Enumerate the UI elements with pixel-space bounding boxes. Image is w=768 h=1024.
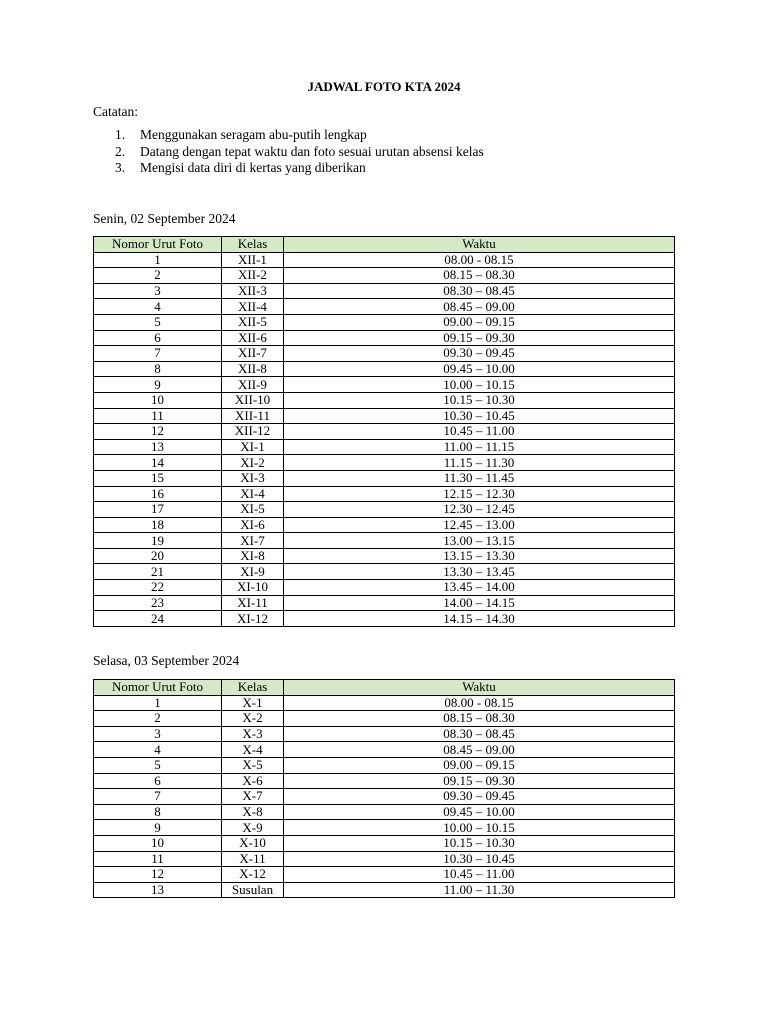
table-row [94,711,675,727]
cell-nomor: 9 [94,820,222,836]
cell-kelas: XI-1 [222,439,284,455]
cell-nomor: 12 [94,424,222,440]
table-row [94,268,675,284]
cell-nomor: 16 [94,486,222,502]
cell-nomor: 12 [94,867,222,883]
cell-nomor: 10 [94,392,222,408]
note-item [115,144,484,161]
cell-nomor: 14 [94,455,222,471]
schedule-table-selasa [93,679,675,898]
day-label-selasa: Selasa, 03 September 2024 [93,653,240,668]
note-item [115,160,484,177]
table-row [94,408,675,424]
table-row [94,820,675,836]
note-text: Mengisi data diri di kertas yang diberikan [140,160,366,175]
cell-nomor: 20 [94,548,222,564]
table-row [94,695,675,711]
cell-nomor: 18 [94,517,222,533]
cell-waktu: 11.00 – 11.30 [284,882,675,898]
table-row [94,439,675,455]
cell-kelas: XII-7 [222,346,284,362]
cell-nomor: 4 [94,742,222,758]
note-number: 2. [115,143,126,159]
cell-kelas: XI-10 [222,580,284,596]
cell-nomor: 6 [94,330,222,346]
cell-kelas: XI-2 [222,455,284,471]
cell-nomor: 8 [94,361,222,377]
cell-kelas: XII-8 [222,361,284,377]
table-row [94,757,675,773]
cell-waktu: 13.45 – 14.00 [284,580,675,596]
cell-nomor: 3 [94,283,222,299]
table-row [94,392,675,408]
table-header-row [94,680,675,696]
cell-waktu: 09.15 – 09.30 [284,330,675,346]
cell-nomor: 15 [94,470,222,486]
cell-kelas: XI-3 [222,470,284,486]
note-item [115,127,484,144]
table-row [94,611,675,627]
cell-waktu: 09.45 – 10.00 [284,361,675,377]
cell-kelas: XII-4 [222,299,284,315]
cell-waktu: 10.00 – 10.15 [284,820,675,836]
cell-waktu: 09.15 – 09.30 [284,773,675,789]
cell-waktu: 10.00 – 10.15 [284,377,675,393]
cell-waktu: 08.15 – 08.30 [284,711,675,727]
day-label-senin: Senin, 02 September 2024 [93,211,236,226]
table-row [94,424,675,440]
cell-nomor: 11 [94,408,222,424]
cell-nomor: 13 [94,882,222,898]
page-title: JADWAL FOTO KTA 2024 [307,79,461,94]
cell-waktu: 08.45 – 09.00 [284,742,675,758]
table-row [94,470,675,486]
cell-waktu: 13.00 – 13.15 [284,533,675,549]
table-row [94,742,675,758]
cell-waktu: 12.30 – 12.45 [284,502,675,518]
table-header-row [94,237,675,253]
cell-nomor: 23 [94,595,222,611]
cell-kelas: XI-6 [222,517,284,533]
column-header-waktu: Waktu [284,680,675,696]
cell-nomor: 5 [94,757,222,773]
table-row [94,314,675,330]
cell-waktu: 10.45 – 11.00 [284,867,675,883]
cell-waktu: 10.30 – 10.45 [284,408,675,424]
cell-waktu: 09.30 – 09.45 [284,789,675,805]
table-row [94,377,675,393]
cell-nomor: 8 [94,804,222,820]
cell-waktu: 08.00 - 08.15 [284,695,675,711]
table-row [94,299,675,315]
table-row [94,283,675,299]
cell-kelas: XII-10 [222,392,284,408]
cell-waktu: 10.45 – 11.00 [284,424,675,440]
cell-nomor: 17 [94,502,222,518]
cell-nomor: 7 [94,789,222,805]
column-header-kelas: Kelas [222,237,284,253]
cell-kelas: XII-12 [222,424,284,440]
column-header-kelas: Kelas [222,680,284,696]
column-header-nomor: Nomor Urut Foto [94,237,222,253]
cell-kelas: X-6 [222,773,284,789]
table-row [94,804,675,820]
cell-nomor: 2 [94,268,222,284]
table-row [94,346,675,362]
cell-kelas: XII-3 [222,283,284,299]
cell-waktu: 10.15 – 10.30 [284,392,675,408]
table-row [94,533,675,549]
table-row [94,252,675,268]
cell-kelas: XI-11 [222,595,284,611]
cell-waktu: 12.45 – 13.00 [284,517,675,533]
cell-nomor: 13 [94,439,222,455]
cell-waktu: 11.00 – 11.15 [284,439,675,455]
cell-waktu: 08.30 – 08.45 [284,283,675,299]
table-row [94,486,675,502]
cell-kelas: Susulan [222,882,284,898]
notes-list [115,127,484,177]
cell-waktu: 08.30 – 08.45 [284,726,675,742]
cell-kelas: XII-1 [222,252,284,268]
cell-kelas: XI-5 [222,502,284,518]
cell-nomor: 1 [94,252,222,268]
cell-kelas: XI-9 [222,564,284,580]
cell-kelas: X-12 [222,867,284,883]
note-text: Datang dengan tepat waktu dan foto sesuai urutan absensi kelas [140,143,484,159]
cell-kelas: X-7 [222,789,284,805]
table-row [94,835,675,851]
table-row [94,517,675,533]
note-number: 1. [115,127,126,142]
table-row [94,361,675,377]
table-row [94,455,675,471]
cell-waktu: 11.15 – 11.30 [284,455,675,471]
cell-kelas: XI-7 [222,533,284,549]
table-row [94,580,675,596]
cell-nomor: 11 [94,851,222,867]
cell-waktu: 09.00 – 09.15 [284,314,675,330]
cell-nomor: 2 [94,711,222,727]
cell-waktu: 09.30 – 09.45 [284,346,675,362]
cell-waktu: 10.15 – 10.30 [284,835,675,851]
cell-kelas: XII-11 [222,408,284,424]
cell-kelas: X-2 [222,711,284,727]
cell-nomor: 24 [94,611,222,627]
cell-kelas: X-5 [222,757,284,773]
cell-nomor: 4 [94,299,222,315]
cell-kelas: X-1 [222,695,284,711]
cell-kelas: XII-6 [222,330,284,346]
table-row [94,595,675,611]
cell-nomor: 9 [94,377,222,393]
cell-kelas: X-8 [222,804,284,820]
table-row [94,330,675,346]
table-row [94,882,675,898]
cell-nomor: 19 [94,533,222,549]
cell-nomor: 22 [94,580,222,596]
column-header-waktu: Waktu [284,237,675,253]
cell-nomor: 10 [94,835,222,851]
cell-kelas: X-4 [222,742,284,758]
cell-waktu: 13.15 – 13.30 [284,548,675,564]
cell-kelas: XII-5 [222,314,284,330]
cell-nomor: 3 [94,726,222,742]
cell-nomor: 5 [94,314,222,330]
schedule-table-senin [93,236,675,627]
cell-kelas: XII-2 [222,268,284,284]
cell-waktu: 11.30 – 11.45 [284,470,675,486]
cell-kelas: X-9 [222,820,284,836]
cell-nomor: 7 [94,346,222,362]
table-row [94,851,675,867]
cell-waktu: 14.15 – 14.30 [284,611,675,627]
cell-waktu: 13.30 – 13.45 [284,564,675,580]
cell-waktu: 09.00 – 09.15 [284,757,675,773]
cell-waktu: 08.15 – 08.30 [284,268,675,284]
cell-kelas: X-10 [222,835,284,851]
cell-waktu: 09.45 – 10.00 [284,804,675,820]
table-row [94,789,675,805]
cell-waktu: 12.15 – 12.30 [284,486,675,502]
cell-waktu: 14.00 – 14.15 [284,595,675,611]
table-row [94,726,675,742]
cell-nomor: 21 [94,564,222,580]
notes-label: Catatan: [93,104,138,119]
note-number: 3. [115,160,126,175]
cell-nomor: 6 [94,773,222,789]
table-row [94,773,675,789]
cell-kelas: X-11 [222,851,284,867]
cell-kelas: XI-12 [222,611,284,627]
cell-waktu: 10.30 – 10.45 [284,851,675,867]
cell-waktu: 08.45 – 09.00 [284,299,675,315]
cell-kelas: XII-9 [222,377,284,393]
cell-nomor: 1 [94,695,222,711]
cell-waktu: 08.00 - 08.15 [284,252,675,268]
table-row [94,548,675,564]
cell-kelas: XI-8 [222,548,284,564]
column-header-nomor: Nomor Urut Foto [94,680,222,696]
table-row [94,867,675,883]
table-row [94,502,675,518]
table-row [94,564,675,580]
cell-kelas: X-3 [222,726,284,742]
cell-kelas: XI-4 [222,486,284,502]
note-text: Menggunakan seragam abu-putih lengkap [140,127,367,142]
